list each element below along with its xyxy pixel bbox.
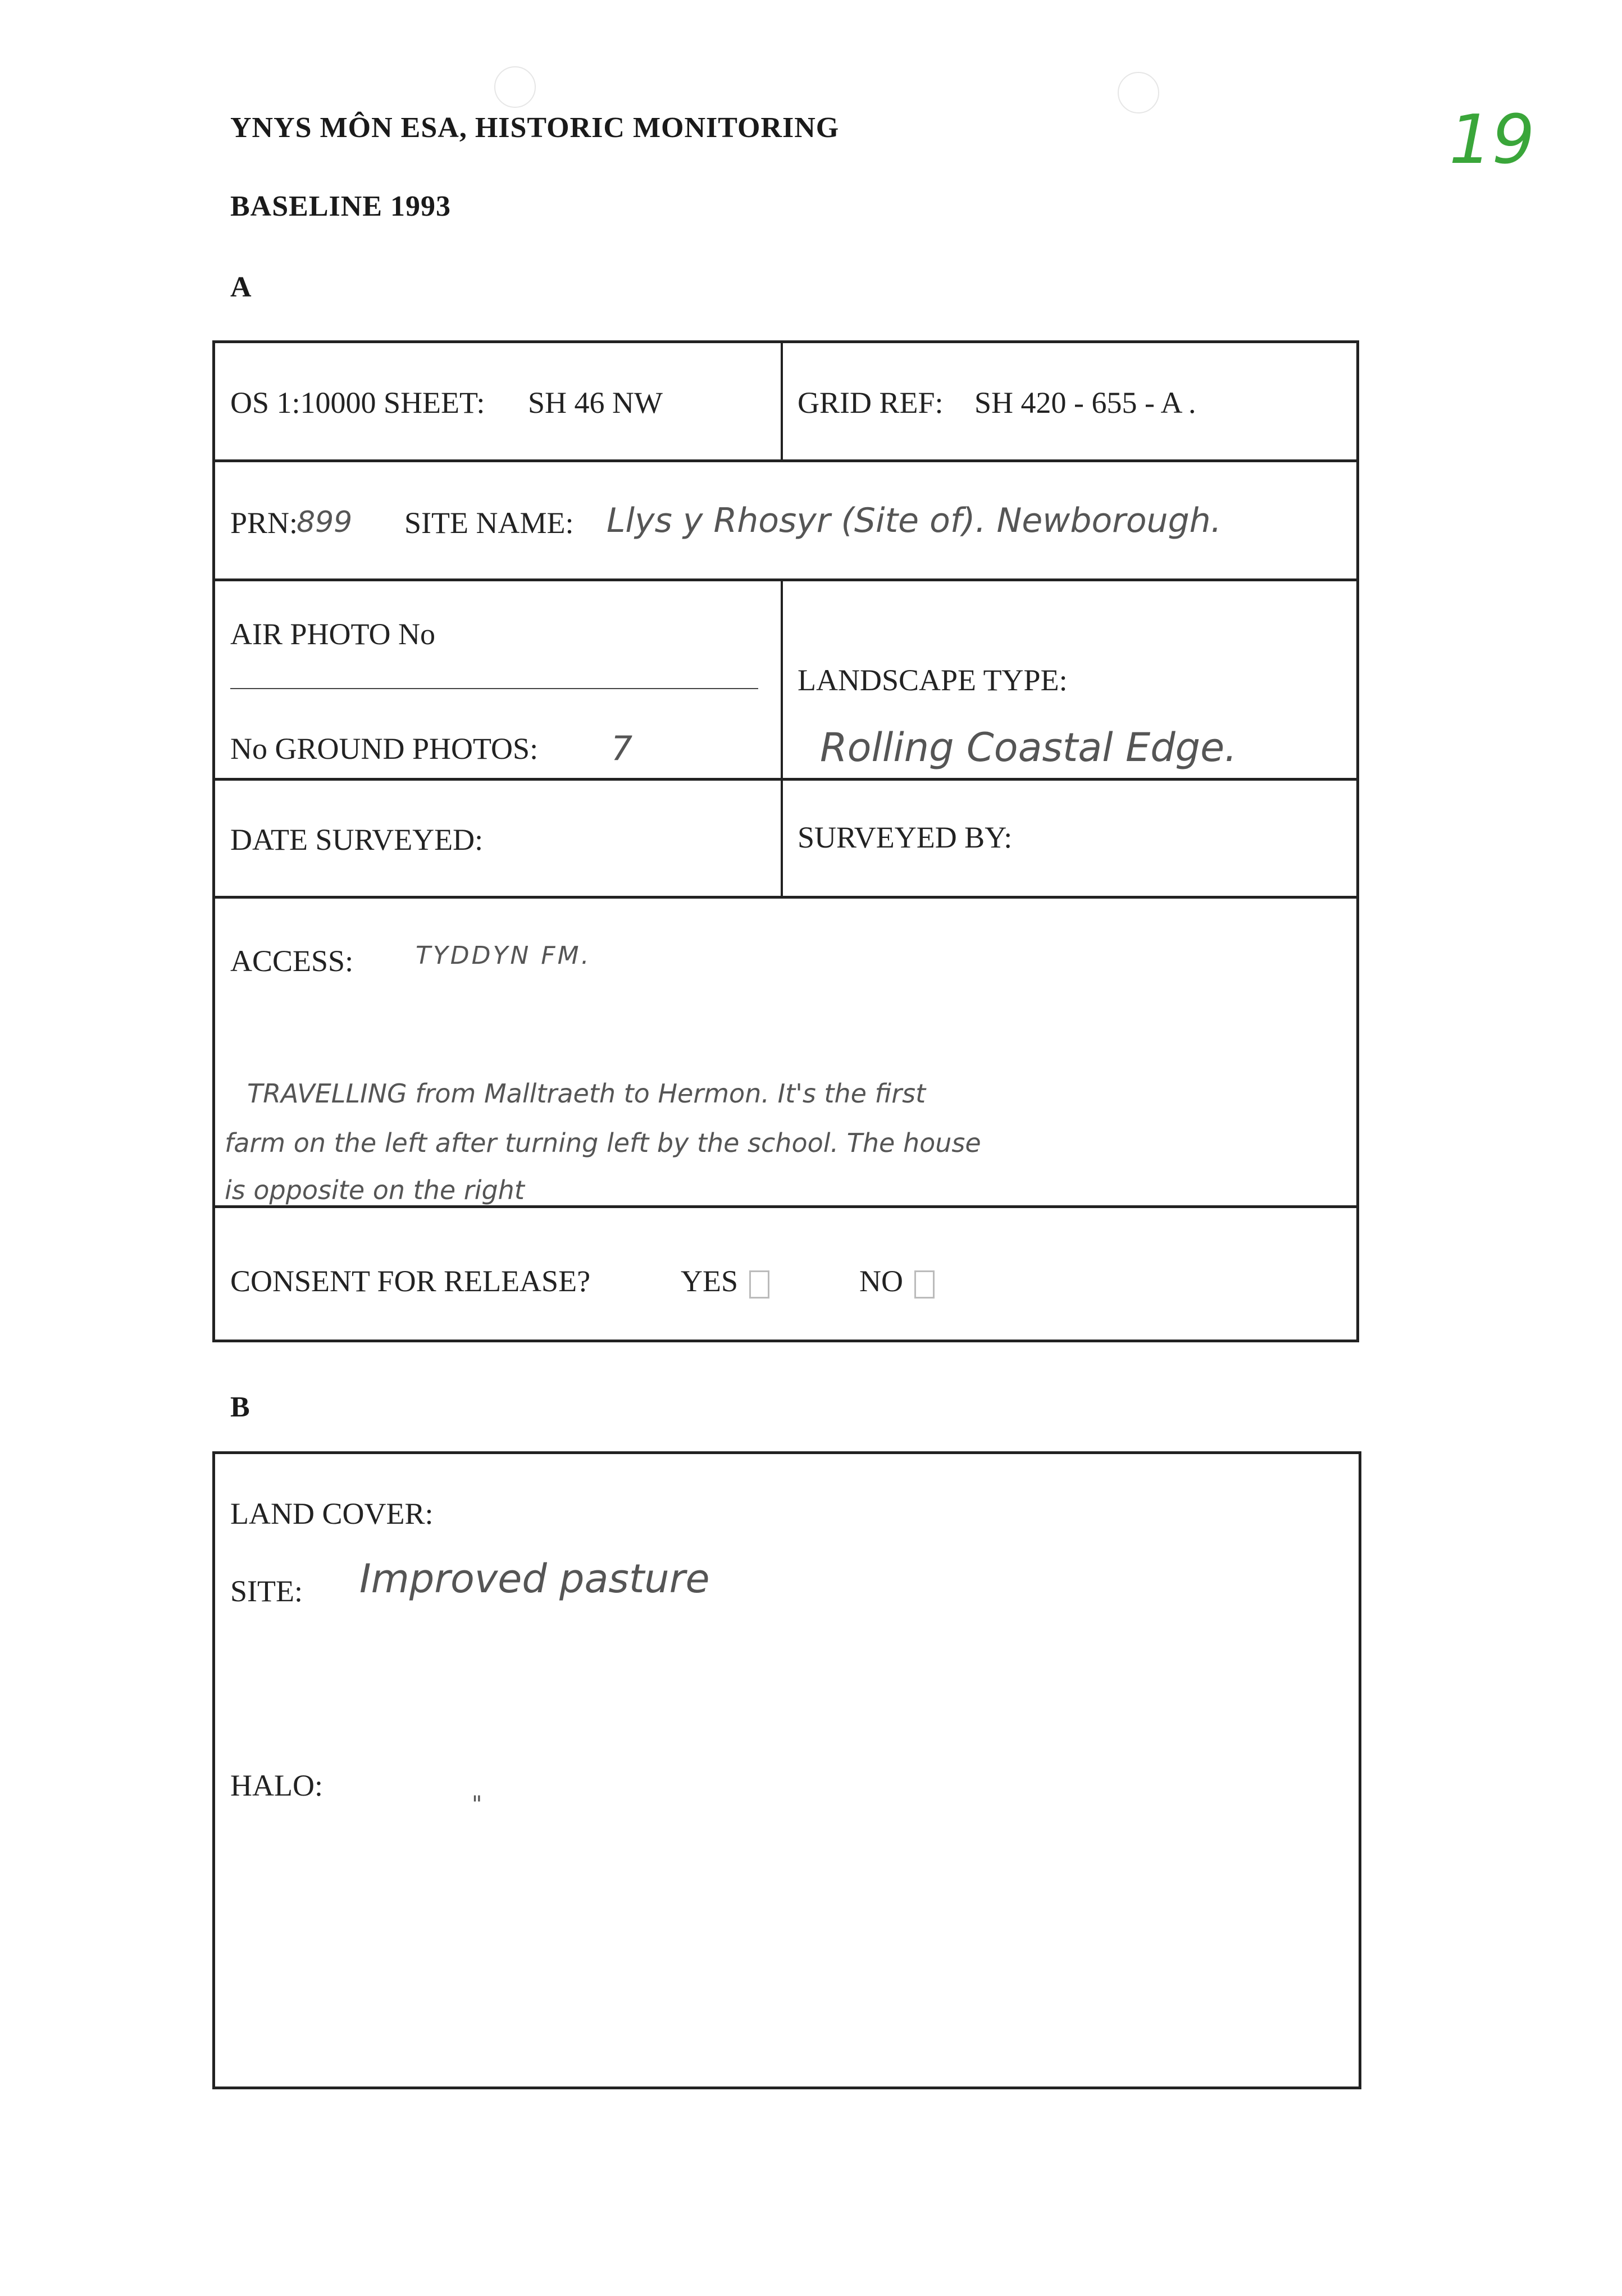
row-divider xyxy=(212,459,1359,462)
prn-value: 899 xyxy=(297,505,353,539)
os-sheet-label: OS 1:10000 SHEET: xyxy=(230,386,485,420)
section-b-box xyxy=(212,1451,1361,2089)
section-b-heading: B xyxy=(230,1391,250,1423)
consent-yes-label: YES xyxy=(681,1264,739,1298)
grid-ref-label: GRID REF: xyxy=(798,386,944,420)
site-label: SITE: xyxy=(230,1574,303,1608)
access-notes-line-2: farm on the left after turning left by the school. The house xyxy=(225,1128,981,1158)
site-name-value: Llys y Rhosyr (Site of). Newborough. xyxy=(607,501,1222,540)
punch-hole-mark xyxy=(494,66,536,108)
column-divider xyxy=(781,578,783,898)
access-label: ACCESS: xyxy=(230,944,354,978)
row-divider xyxy=(212,896,1359,899)
column-divider xyxy=(781,340,783,461)
row-divider xyxy=(212,778,1359,781)
section-a-heading: A xyxy=(230,271,252,303)
consent-yes-checkbox[interactable] xyxy=(749,1270,769,1299)
prn-label: PRN: xyxy=(230,506,298,540)
consent-no-label: NO xyxy=(859,1264,903,1298)
site-name-label: SITE NAME: xyxy=(404,506,574,540)
document-title: YNYS MÔN ESA, HISTORIC MONITORING xyxy=(230,112,840,144)
ground-photos-value: 7 xyxy=(611,729,633,768)
page-number: 19 xyxy=(1449,101,1535,179)
row-divider xyxy=(212,578,1359,581)
access-notes-line-1: TRAVELLING from Malltraeth to Hermon. It's the first xyxy=(247,1078,926,1109)
date-surveyed-label: DATE SURVEYED: xyxy=(230,823,484,857)
consent-label: CONSENT FOR RELEASE? xyxy=(230,1264,591,1298)
os-sheet-value: SH 46 NW xyxy=(528,386,663,420)
grid-ref-value: SH 420 - 655 - A . xyxy=(974,386,1196,420)
consent-no-option[interactable] xyxy=(859,1264,935,1299)
document-subtitle: BASELINE 1993 xyxy=(230,190,451,222)
punch-hole-mark xyxy=(1118,72,1159,113)
ground-photos-label: No GROUND PHOTOS: xyxy=(230,732,539,766)
landscape-type-value: Rolling Coastal Edge. xyxy=(820,725,1237,771)
air-photo-label: AIR PHOTO No xyxy=(230,617,436,651)
consent-no-checkbox[interactable] xyxy=(914,1270,935,1299)
air-photo-underline xyxy=(230,688,758,689)
landscape-type-label: LANDSCAPE TYPE: xyxy=(798,663,1068,697)
surveyed-by-label: SURVEYED BY: xyxy=(798,821,1013,854)
row-divider xyxy=(212,1205,1359,1208)
access-value: TYDDYN FM. xyxy=(416,941,591,970)
site-value: Improved pasture xyxy=(359,1556,710,1602)
access-notes-line-3: is opposite on the right xyxy=(225,1175,525,1205)
land-cover-label: LAND COVER: xyxy=(230,1497,434,1530)
halo-value: " xyxy=(472,1792,482,1817)
halo-label: HALO: xyxy=(230,1769,323,1802)
consent-yes-option[interactable] xyxy=(681,1264,769,1299)
